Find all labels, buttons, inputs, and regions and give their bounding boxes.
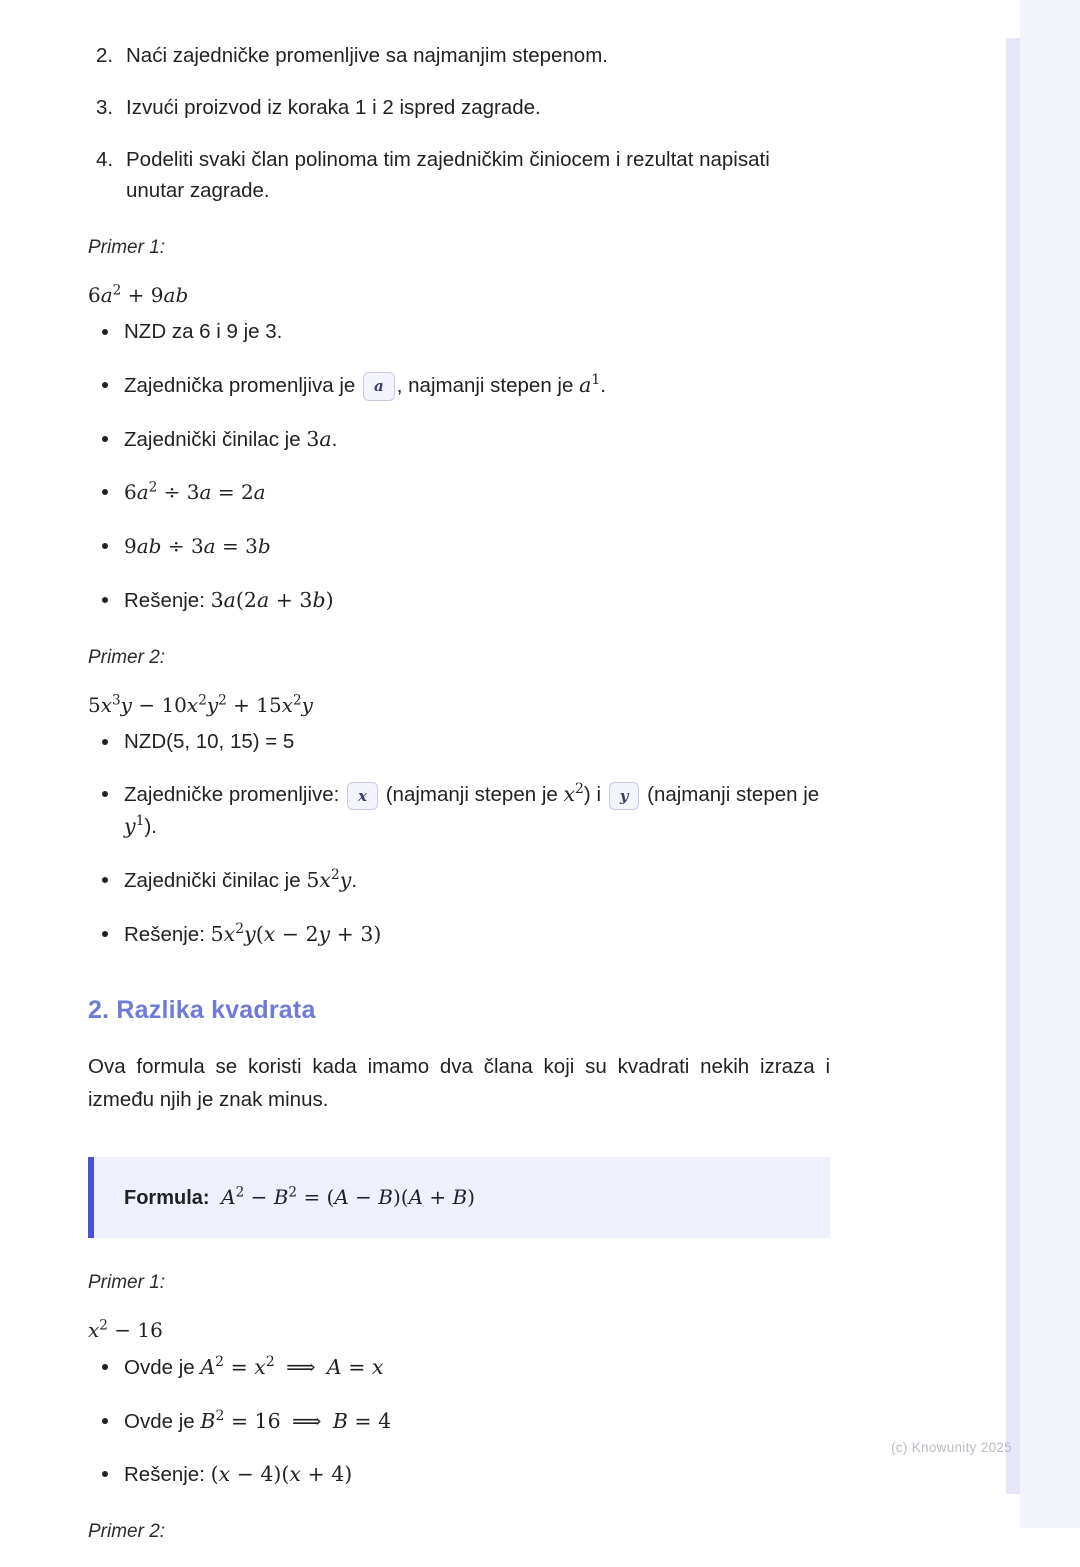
step-number: 2.	[96, 44, 114, 67]
document-content	[88, 40, 830, 1567]
variable-chip-x[interactable]: x	[347, 782, 378, 811]
bullet-text: Zajednički činilac je 3a.	[124, 426, 338, 451]
bullet-text: Rešenje: $5x^2y(x - 2y + 3)$	[124, 920, 382, 946]
watermark: (c) Knowunity 2025	[891, 1440, 1012, 1455]
variable-chip-y[interactable]: y	[609, 782, 640, 811]
list-item	[88, 865, 830, 897]
list-item	[88, 919, 830, 951]
steps-list	[88, 40, 830, 207]
list-item	[88, 727, 830, 758]
bullet-text-pre: Zajednička promenljiva je	[124, 373, 356, 397]
bullet-text: NZD(5, 10, 15) = 5	[124, 729, 295, 753]
bullet-math: $6a^2 \div 3a = 2a$	[124, 479, 266, 505]
formula-label: Formula:	[124, 1186, 210, 1209]
bullet-text: Zajednički činilac je $5x^2y$.	[124, 866, 358, 892]
formula-expression: $A^2 - B^2 = (A - B)(A + B)$	[221, 1184, 476, 1209]
list-item	[88, 779, 830, 843]
bullet-text: Rešenje: 3a(2a + 3b)	[124, 587, 334, 612]
section-paragraph: Ova formula se koristi kada imamo dva člana koji su kvadrati nekih izraza i između njih je znak minus.	[88, 1055, 830, 1112]
step-text: Podeliti svaki član polinoma tim zajedničkim činiocem i rezultat napisati unutar zagrade.	[126, 147, 770, 203]
bullet-text: Rešenje: (x − 4)(x + 4)	[124, 1462, 353, 1487]
step-number: 3.	[96, 95, 114, 119]
list-item	[88, 585, 830, 617]
list-item	[88, 1352, 830, 1384]
example-2-expression: $5x^3y - 10x^2y^2 + 15x^2y$	[88, 691, 313, 717]
right-margin-rail	[1020, 0, 1080, 1528]
example-2-label: Primer 2:	[88, 646, 166, 668]
example-1-bullets	[88, 317, 830, 617]
example-1-label: Primer 1:	[88, 237, 166, 259]
list-item	[88, 370, 830, 402]
list-item	[88, 317, 830, 348]
step-text: Naći zajedničke promenljive sa najmanjim stepenom.	[126, 44, 608, 67]
list-item	[88, 92, 830, 124]
list-item	[88, 40, 830, 72]
bullet-text: Ovde je $A^2 = x^2$ ⟹ A = x	[124, 1354, 384, 1379]
list-item	[88, 1459, 830, 1491]
step-number: 4.	[96, 147, 114, 171]
list-item	[88, 424, 830, 456]
list-item	[88, 531, 830, 563]
bullet-text: NZD za 6 i 9 je 3.	[124, 320, 283, 344]
bullet-text-mid: (najmanji stepen je $x^2$) i	[385, 781, 601, 807]
list-item	[88, 144, 830, 208]
list-item	[88, 1406, 830, 1438]
bullet-text-post: , najmanji stepen je $a^1$.	[396, 371, 606, 397]
section2-example-1-label: Primer 1:	[88, 1271, 166, 1293]
variable-chip-a[interactable]: a	[363, 372, 395, 401]
list-item	[88, 477, 830, 509]
example-1-expression: $6a^2 + 9ab$	[88, 282, 189, 308]
step-text: Izvući proizvod iz koraka 1 i 2 ispred zagrade.	[126, 95, 541, 119]
section2-example-1-bullets	[88, 1352, 830, 1491]
bullet-math: 9ab ÷ 3a = 3b	[124, 534, 271, 559]
section2-example-2-label: Primer 2:	[88, 1521, 166, 1543]
right-margin-accent-bar	[1006, 38, 1020, 1494]
bullet-text-pre: Zajedničke promenljive:	[124, 783, 340, 807]
section2-example-1-expression: $x^2 - 16$	[88, 1317, 163, 1342]
formula-callout	[88, 1157, 830, 1238]
bullet-text-post: (najmanji stepen je $y^1$).	[124, 783, 820, 839]
page-title: 2. Razlika kvadrata	[88, 996, 316, 1025]
bullet-text: Ovde je $B^2 = 16$ ⟹ B = 4	[124, 1407, 392, 1433]
example-2-bullets	[88, 727, 830, 951]
